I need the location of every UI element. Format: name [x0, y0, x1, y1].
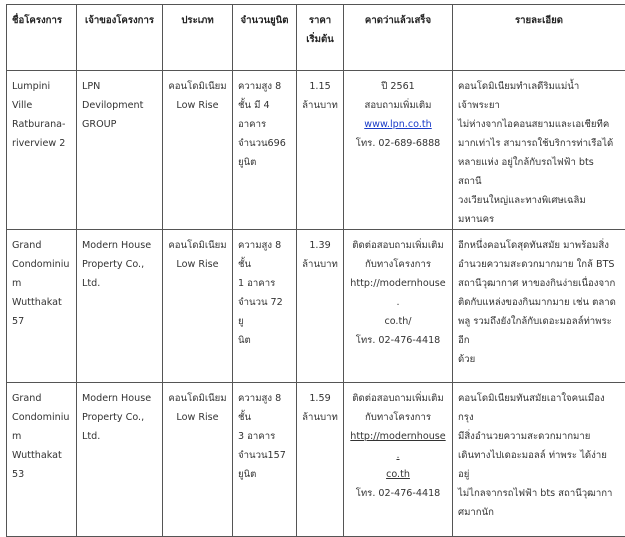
text-line: ชั้น มี 4 [238, 96, 291, 115]
header-start-price [297, 5, 344, 71]
cell-type [163, 230, 233, 383]
text-line: ล้านบาท [302, 96, 338, 115]
text-line: Grand [12, 236, 71, 255]
text-line: ชั้น [238, 255, 291, 274]
cell-price [297, 383, 344, 537]
text-line: มากเท่าไร สามารถใช้บริการท่าเรือได้ [458, 134, 620, 153]
text-line: 1.15 [302, 77, 338, 96]
cell-owner [77, 383, 163, 537]
cell-units [233, 230, 297, 383]
cell-details [453, 383, 625, 537]
text-line: ความสูง 8 [238, 389, 291, 408]
cell-completion [344, 230, 453, 383]
website-text: co.th/ [349, 312, 447, 331]
table-row [7, 383, 625, 537]
text-line: Lumpini Ville [12, 77, 71, 115]
text-line: ล้านบาท [302, 255, 338, 274]
text-line: ไม่ไกลจากรถไฟฟ้า bts สถานีวุฒากา [458, 484, 620, 503]
text-line: พลู รวมถึงยังใกล้กับเดอะมอลล์ท่าพระอีก [458, 312, 620, 350]
header-completion: คาดว่าแล้วเสร็จ [344, 5, 453, 71]
text-line: 53 [12, 465, 71, 484]
cell-units [233, 71, 297, 230]
text-line: Grand [12, 389, 71, 408]
text-line: คอนโดมิเนียม [168, 389, 227, 408]
table-row [7, 230, 625, 383]
header-price-line: ราคา [302, 11, 338, 30]
cell-details [453, 71, 625, 230]
phone-text: โทร. 02-689-6888 [349, 134, 447, 153]
cell-owner [77, 71, 163, 230]
text-line: เดินทางไปเดอะมอลล์ ท่าพระ ได้ง่าย อยู่ [458, 446, 620, 484]
text-line: คอนโดมิเนียม [168, 236, 227, 255]
header-units: จำนวนยูนิต [233, 5, 297, 71]
cell-units [233, 383, 297, 537]
text-line: คอนโดมิเนียมทำเลดีริมแม่น้ำเจ้าพระยา [458, 77, 620, 115]
cell-price [297, 230, 344, 383]
text-line: อาคาร [238, 115, 291, 134]
cell-type [163, 71, 233, 230]
text-line: Low Rise [168, 255, 227, 274]
text-line: Devilopment [82, 96, 157, 115]
text-line: กับทางโครงการ [349, 255, 447, 274]
text-line: ติดกับแหล่งของกินมากมาย เช่น ตลาด [458, 293, 620, 312]
header-owner: เจ้าของโครงการ [77, 5, 163, 71]
text-line: riverview 2 [12, 134, 71, 153]
text-line: ติดต่อสอบถามเพิ่มเติม [349, 389, 447, 408]
cell-type [163, 383, 233, 537]
text-line: ติดต่อสอบถามเพิ่มเติม [349, 236, 447, 255]
text-line: จำนวน 72 ยู [238, 293, 291, 331]
website-link[interactable]: co.th [386, 469, 410, 480]
text-line: 1.59 [302, 389, 338, 408]
header-row [7, 5, 625, 71]
text-line: หลายแห่ง อยู่ใกล้กับรถไฟฟ้า bts สถานี [458, 153, 620, 191]
text-line: Ltd. [82, 274, 157, 293]
text-line: Condominiu [12, 408, 71, 427]
text-line: ความสูง 8 [238, 77, 291, 96]
text-line: กับทางโครงการ [349, 408, 447, 427]
text-line: Ltd. [82, 427, 157, 446]
phone-text: โทร. 02-476-4418 [349, 331, 447, 350]
text-line: 1 อาคาร [238, 274, 291, 293]
website-link[interactable]: www.lpn.co.th [364, 119, 431, 130]
condo-projects-table [6, 4, 625, 537]
text-line: อำนวยความสะดวกมากมาย ใกล้ BTS [458, 255, 620, 274]
text-line: 57 [12, 312, 71, 331]
text-line: สถานีวุฒากาศ หาของกินง่ายเนื่องจาก [458, 274, 620, 293]
cell-owner [77, 230, 163, 383]
text-line: ไม่ห่างจากไอคอนสยามและเอเชียทีค [458, 115, 620, 134]
table-row [7, 71, 625, 230]
text-line: ยูนิต [238, 465, 291, 484]
text-line: นิต [238, 331, 291, 350]
text-line: Low Rise [168, 96, 227, 115]
text-line: Ratburana- [12, 115, 71, 134]
website-link[interactable]: http://modernhouse. [350, 431, 445, 461]
header-project-name: ชื่อโครงการ [7, 5, 77, 71]
cell-project-name [7, 71, 77, 230]
text-line: ด้วย [458, 350, 620, 369]
text-line: ยูนิต [238, 153, 291, 172]
text-line: LPN [82, 77, 157, 96]
text-line: ล้านบาท [302, 408, 338, 427]
text-line: สอบถามเพิ่มเติม [349, 96, 447, 115]
cell-price [297, 71, 344, 230]
header-price-line: เริ่มต้น [302, 30, 338, 49]
website-text: http://modernhouse. [349, 274, 447, 312]
text-line: Modern House [82, 236, 157, 255]
text-line: 3 อาคาร [238, 427, 291, 446]
text-line: Low Rise [168, 408, 227, 427]
cell-details [453, 230, 625, 383]
text-line: 1.39 [302, 236, 338, 255]
text-line: คอนโดมิเนียมทันสมัยเอาใจคนเมืองกรุง [458, 389, 620, 427]
text-line: อีกหนึ่งคอนโดสุดทันสมัย มาพร้อมสิ่ง [458, 236, 620, 255]
text-line: ชั้น [238, 408, 291, 427]
text-line: Property Co., [82, 255, 157, 274]
text-line: Property Co., [82, 408, 157, 427]
text-line: ปี 2561 [349, 77, 447, 96]
header-details: รายละเอียด [453, 5, 625, 71]
phone-text: โทร. 02-476-4418 [349, 484, 447, 503]
cell-project-name [7, 383, 77, 537]
text-line: m Wutthakat [12, 427, 71, 465]
text-line: จำนวน157 [238, 446, 291, 465]
text-line: วงเวียนใหญ่และทางพิเศษเฉลิมมหานคร [458, 191, 620, 229]
cell-completion [344, 383, 453, 537]
text-line: จำนวน696 [238, 134, 291, 153]
text-line: คอนโดมิเนียม [168, 77, 227, 96]
text-line: Condominiu [12, 255, 71, 274]
text-line: m Wutthakat [12, 274, 71, 312]
cell-project-name [7, 230, 77, 383]
header-type: ประเภท [163, 5, 233, 71]
text-line: GROUP [82, 115, 157, 134]
cell-completion [344, 71, 453, 230]
text-line: Modern House [82, 389, 157, 408]
text-line: ความสูง 8 [238, 236, 291, 255]
text-line: มีสิ่งอำนวยความสะดวกมากมาย [458, 427, 620, 446]
text-line: ศมากนัก [458, 503, 620, 522]
